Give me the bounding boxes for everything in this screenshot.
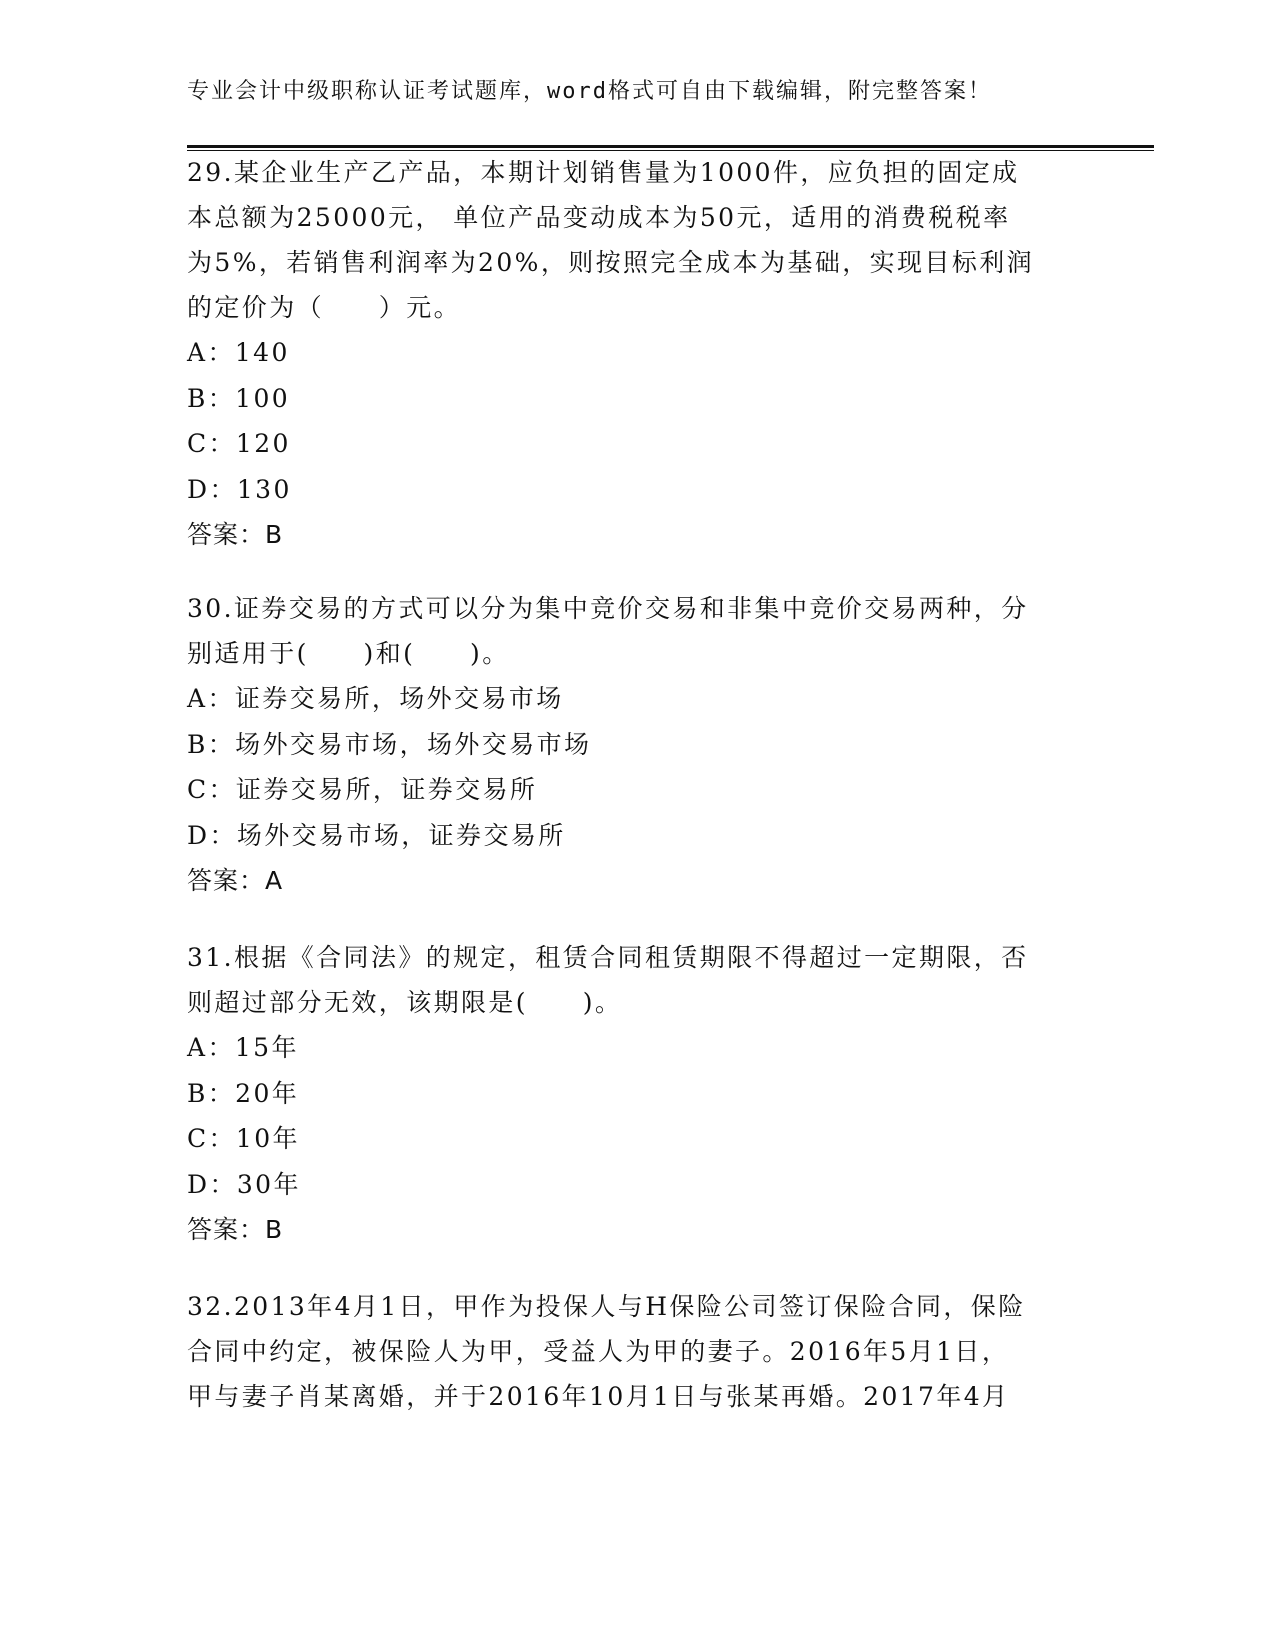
stem-line: 的定价为（ ）元。 (187, 293, 462, 322)
option-a: A：证券交易所，场外交易市场 (187, 684, 564, 713)
stem-line: 本总额为25000元， 单位产品变动成本为50元，适用的消费税税率 (187, 203, 1011, 232)
answer: 答案：B (187, 520, 284, 549)
option-d: D：场外交易市场，证券交易所 (187, 820, 566, 850)
answer: 答案：A (187, 866, 284, 895)
stem-line: 31.根据《合同法》的规定，租赁合同租赁期限不得超过一定期限，否 (187, 943, 1029, 972)
option-a: A：140 (187, 338, 290, 367)
question-stem (187, 150, 1087, 330)
option-b: B：场外交易市场，场外交易市场 (187, 729, 592, 759)
question-32 (187, 1284, 1087, 1419)
option-c: C：120 (187, 429, 291, 458)
page-header: 专业会计中级职称认证考试题库，word格式可自由下载编辑，附完整答案！ (187, 79, 992, 104)
question-stem (187, 935, 1087, 1025)
stem-line: 则超过部分无效，该期限是( )。 (187, 988, 623, 1017)
option-a: A：15年 (187, 1033, 299, 1062)
option-d: D：130 (187, 474, 292, 504)
question-29 (187, 150, 1087, 558)
option-b: B：20年 (187, 1078, 300, 1108)
option-b: B：100 (187, 383, 291, 413)
stem-line: 30.证券交易的方式可以分为集中竞价交易和非集中竞价交易两种，分 (187, 594, 1029, 623)
header-rule-thick (187, 145, 1154, 148)
stem-line: 甲与妻子肖某离婚，并于2016年10月1日与张某再婚。2017年4月 (187, 1382, 1010, 1411)
stem-line: 别适用于( )和( )。 (187, 639, 510, 668)
stem-line: 合同中约定，被保险人为甲，受益人为甲的妻子。2016年5月1日， (187, 1337, 1010, 1366)
stem-line: 29.某企业生产乙产品，本期计划销售量为1000件，应负担的固定成 (187, 158, 1020, 187)
stem-line: 为5%，若销售利润率为20%，则按照完全成本为基础，实现目标利润 (187, 248, 1035, 277)
option-c: C：10年 (187, 1124, 300, 1153)
question-30 (187, 586, 1087, 904)
answer: 答案：B (187, 1215, 284, 1244)
option-c: C：证券交易所，证券交易所 (187, 775, 538, 804)
stem-line: 32.2013年4月1日，甲作为投保人与H保险公司签订保险合同，保险 (187, 1292, 1026, 1321)
option-d: D：30年 (187, 1169, 301, 1199)
question-stem (187, 1284, 1087, 1419)
question-stem (187, 586, 1087, 676)
question-31 (187, 935, 1087, 1253)
